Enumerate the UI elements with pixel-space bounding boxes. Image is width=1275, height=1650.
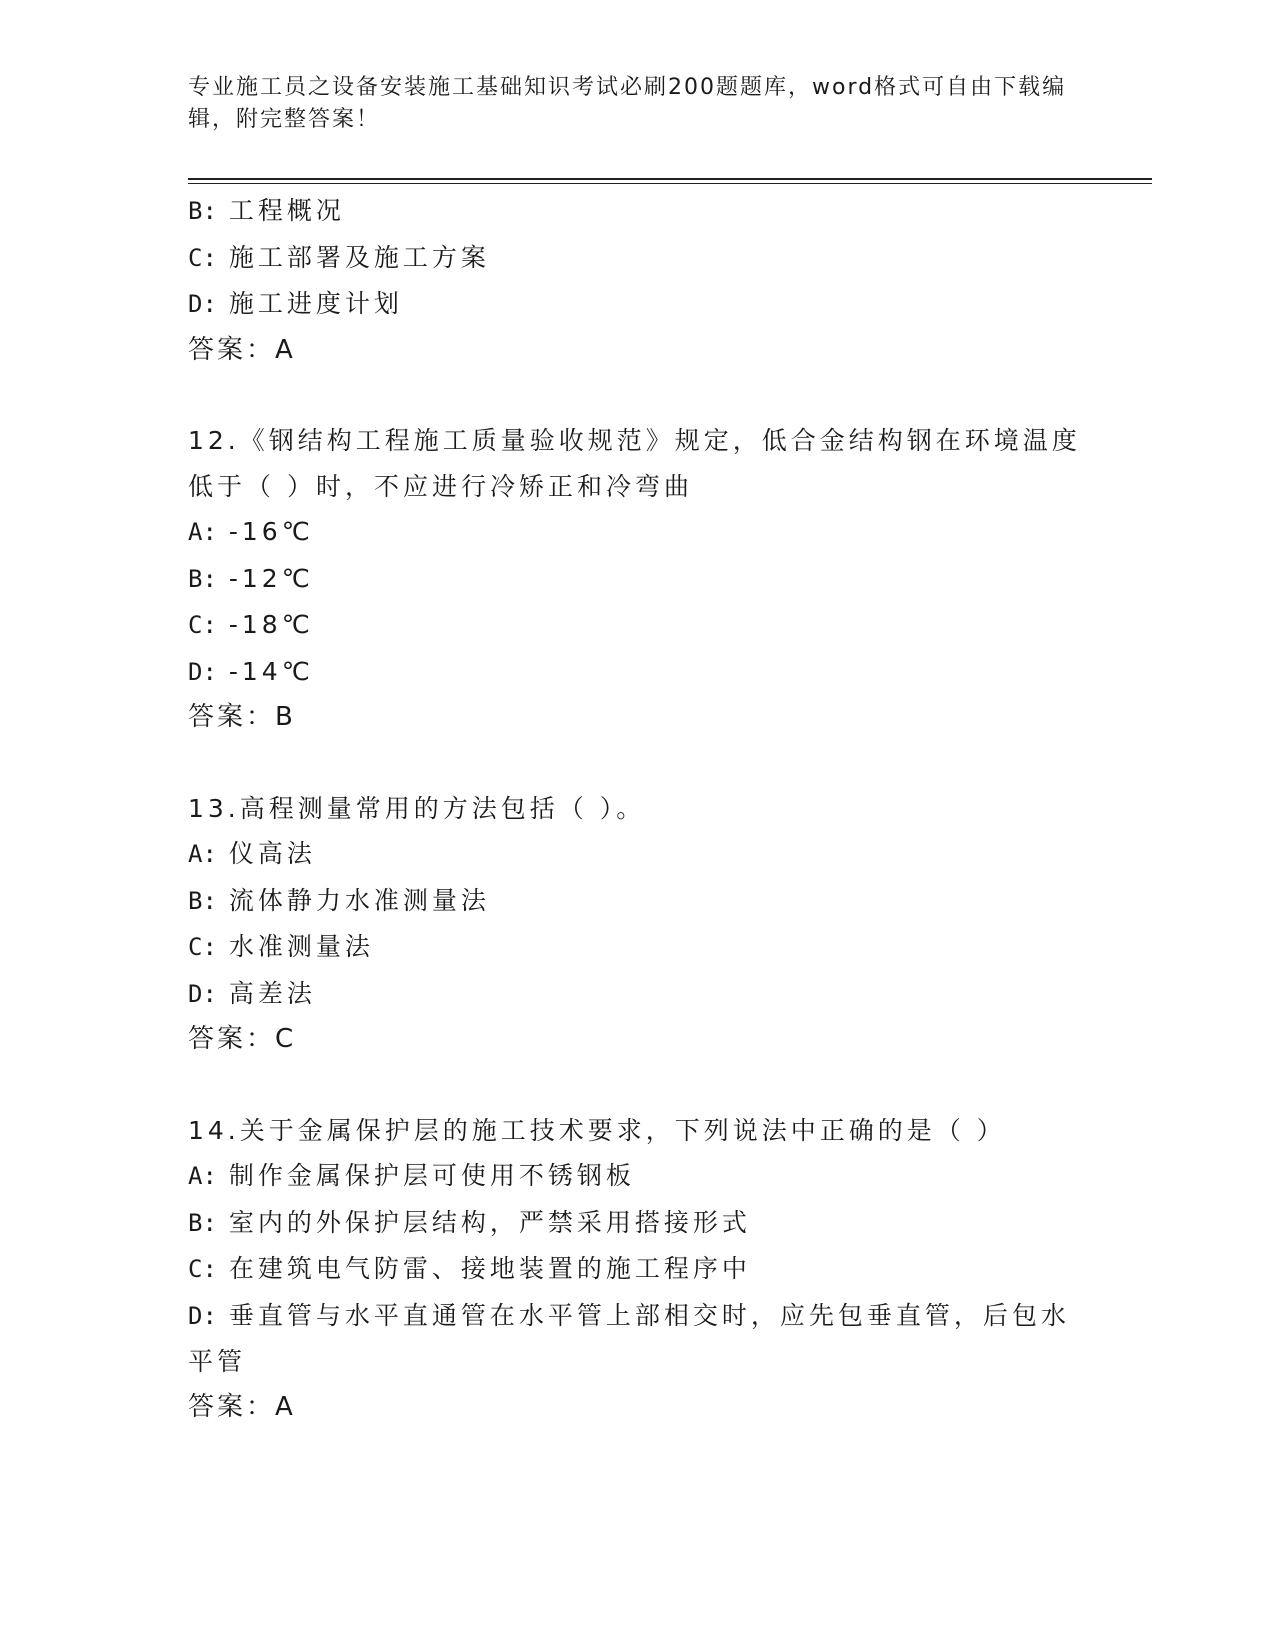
- document-header: [188, 72, 1088, 136]
- option-b: B: 流体静力水准测量法: [188, 885, 490, 915]
- answer-line: 答案：A: [188, 334, 296, 365]
- option-d: D: -14℃: [188, 656, 314, 686]
- option-a: A: -16℃: [188, 517, 314, 546]
- question-stem: 13.高程测量常用的方法包括（ ）。: [188, 793, 646, 823]
- option-c: C: 施工部署及施工方案: [188, 242, 490, 272]
- document-title: 专业施工员之设备安装施工基础知识考试必刷200题题库，word格式可自由下载编辑，附完整答案！: [188, 75, 1067, 132]
- question-11-continued: [188, 188, 1088, 373]
- option-d: D: 垂直管与水平直通管在水平管上部相交时，应先包垂直管，后包水平管: [188, 1300, 1070, 1376]
- option-a: A: 制作金属保护层可使用不锈钢板: [188, 1161, 635, 1190]
- option-a: A: 仪高法: [188, 839, 316, 868]
- answer-line: 答案：B: [188, 702, 296, 732]
- option-d: D: 高差法: [188, 978, 316, 1008]
- option-c: C: -18℃: [188, 610, 314, 639]
- question-12: [188, 418, 1088, 741]
- question-stem: 12.《钢结构工程施工质量验收规范》规定，低合金结构钢在环境温度低于（ ）时，不应进行冷矫正和冷弯曲: [188, 426, 1081, 501]
- answer-line: 答案：A: [188, 1391, 296, 1422]
- option-c: C: 水准测量法: [188, 932, 374, 961]
- option-b: B: 工程概况: [188, 196, 345, 225]
- option-b: B: -12℃: [188, 563, 314, 593]
- answer-line: 答案：C: [188, 1024, 297, 1054]
- question-stem: 14.关于金属保护层的施工技术要求，下列说法中正确的是（ ）: [188, 1115, 1006, 1145]
- header-rule-thin: [188, 183, 1152, 184]
- option-d: D: 施工进度计划: [188, 289, 403, 318]
- option-b: B: 室内的外保护层结构，严禁采用搭接形式: [188, 1207, 751, 1237]
- question-list: [188, 188, 1088, 1430]
- header-rule-thick: [188, 178, 1152, 180]
- option-c: C: 在建筑电气防雷、接地装置的施工程序中: [188, 1254, 751, 1283]
- question-14: [188, 1108, 1088, 1431]
- question-13: [188, 786, 1088, 1063]
